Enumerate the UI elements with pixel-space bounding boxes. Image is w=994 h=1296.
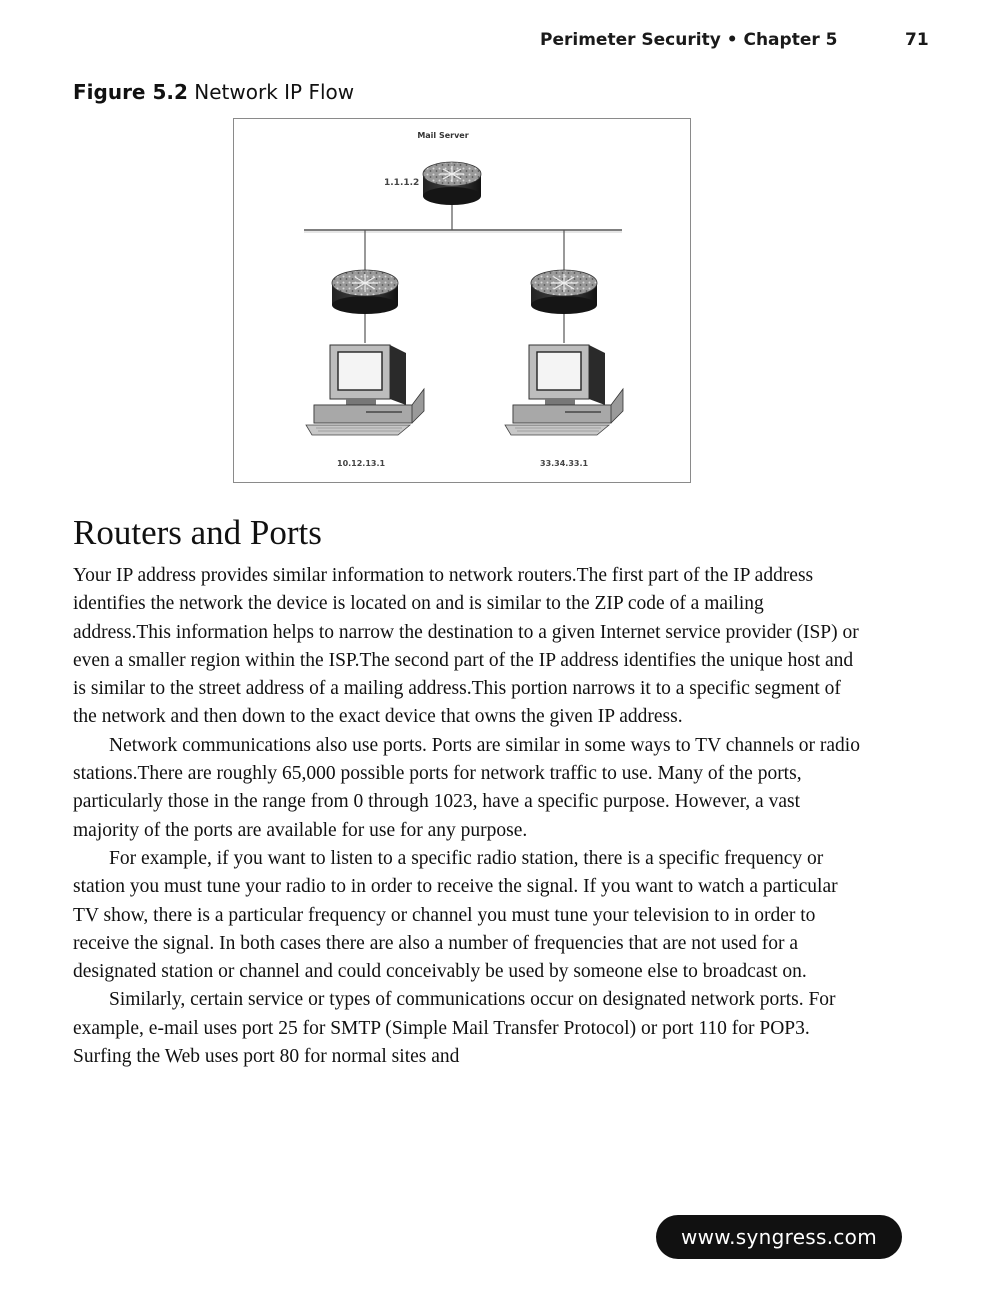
paragraph: Your IP address provides similar information to network routers.The first part of the IP address identifies the network the device is located on and is similar to the ZIP code of a mailing address.This information helps to narrow the destination to a given Internet service provider (ISP) or even a smaller region within the ISP.The second part of the IP address identifies the unique host and is similar to the street address of a mailing address.This portion narrows it to a specific segment of the network and then down to the exact device that owns the given IP address. [73, 565, 859, 728]
figure-label: Figure 5.2 [73, 80, 188, 104]
paragraph: Network communications also use ports. Ports are similar in some ways to TV channels or radio stations.There are roughly 65,000 possible ports for network traffic to use. Many of the ports, particularly those in the range from 0 through 1023, have a specific purpose. However, a vast majority of the ports are available for use for any purpose. [73, 734, 860, 841]
running-header [540, 30, 940, 56]
server-router-icon [423, 162, 481, 205]
left-host-ip-label: 10.12.13.1 [337, 459, 386, 468]
left-computer-icon [306, 345, 424, 435]
right-host-ip-label: 33.34.33.1 [540, 459, 589, 468]
footer-url-badge[interactable]: www.syngress.com [656, 1215, 902, 1259]
right-computer-icon [505, 345, 623, 435]
right-router-icon [531, 270, 597, 314]
figure-caption [73, 80, 354, 104]
running-title: Perimeter Security • Chapter 5 [540, 30, 838, 50]
paragraph: Similarly, certain service or types of communications occur on designated network ports. For example, e-mail uses port 25 for SMTP (Simple Mail Transfer Protocol) or port 110 for POP3. Surfing the Web uses port 80 for normal sites and [73, 989, 836, 1068]
section-title: Routers and Ports [73, 513, 322, 552]
left-router-icon [332, 270, 398, 314]
page-number: 71 [905, 30, 929, 50]
body-text [73, 562, 863, 1071]
server-label: Mail Server [417, 131, 469, 140]
server-ip-label: 1.1.1.2 [384, 178, 420, 188]
network-diagram [233, 118, 691, 483]
paragraph: For example, if you want to listen to a specific radio station, there is a specific frequency or station you must tune your radio to in order to receive the signal. If you want to watch a particular TV show, there is a particular frequency or channel you must tune your television to in order to receive the signal. In both cases there are also a number of frequencies that are not used for a designated station or channel and could conceivably be used by someone else to broadcast on. [73, 847, 838, 983]
figure-title: Network IP Flow [194, 80, 355, 104]
